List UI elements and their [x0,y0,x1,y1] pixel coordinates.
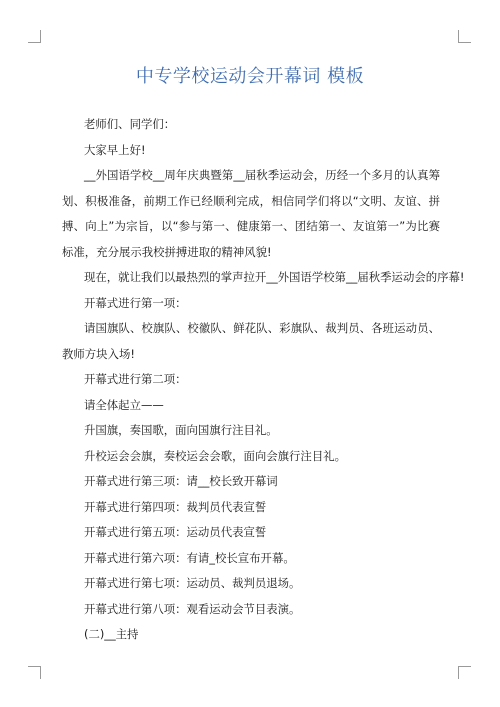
page-corner-mark-top-right [458,30,471,43]
paragraph-host-section: (二)__主持 [84,627,139,641]
paragraph-item-5: 开幕式进行第五项：运动员代表宣誓 [84,525,267,539]
paragraph-intro: __外国语学校__周年庆典暨第__届秋季运动会，历经一个多月的认真筹划、积极准备，前期工作已经顺利完成，相信同学们将以“文明、友谊、拼搏、向上”为宗旨，以“参与第一、健康第一、团结第一、友谊第一”为比赛标准，充分展示我校拼搏进取的精神风貌! [62,168,440,259]
paragraph-school-flag: 升校运会会旗，奏校运会会歌，面向会旗行注目礼。 [84,448,346,463]
page-corner-mark-bottom-right [458,666,471,679]
paragraph-opening: 现在，就让我们以最热烈的掌声拉开__外国语学校第__届秋季运动会的序幕! [84,270,465,284]
paragraph-item-6: 开幕式进行第六项：有请_校长宣布开幕。 [84,550,295,565]
page-corner-mark-top-left [28,30,41,43]
paragraph-item-3: 开幕式进行第三项：请__校长致开幕词 [84,474,278,488]
document-body [62,112,465,648]
paragraph-item-4: 开幕式进行第四项：裁判员代表宣誓 [84,499,267,514]
paragraph-morning: 大家早上好! [84,142,146,157]
document-title: 中专学校运动会开幕词 模板 [135,66,365,87]
paragraph-item-1: 开幕式进行第一项： [84,295,187,310]
paragraph-item-2: 开幕式进行第二项： [84,372,187,386]
paragraph-item-7: 开幕式进行第七项：运动员、裁判员退场。 [84,576,301,590]
paragraph-greeting: 老师们、同学们： [84,117,176,131]
paragraph-stand-up: 请全体起立—— [84,397,164,412]
page-corner-mark-bottom-left [28,666,41,679]
paragraph-item-8: 开幕式进行第八项：观看运动会节目表演。 [84,601,301,616]
paragraph-entrance: 请国旗队、校旗队、校徽队、鲜花队、彩旗队、裁判员、各班运动员、教师方块入场! [62,321,440,361]
paragraph-national-flag: 升国旗，奏国歌，面向国旗行注目礼。 [84,423,278,437]
